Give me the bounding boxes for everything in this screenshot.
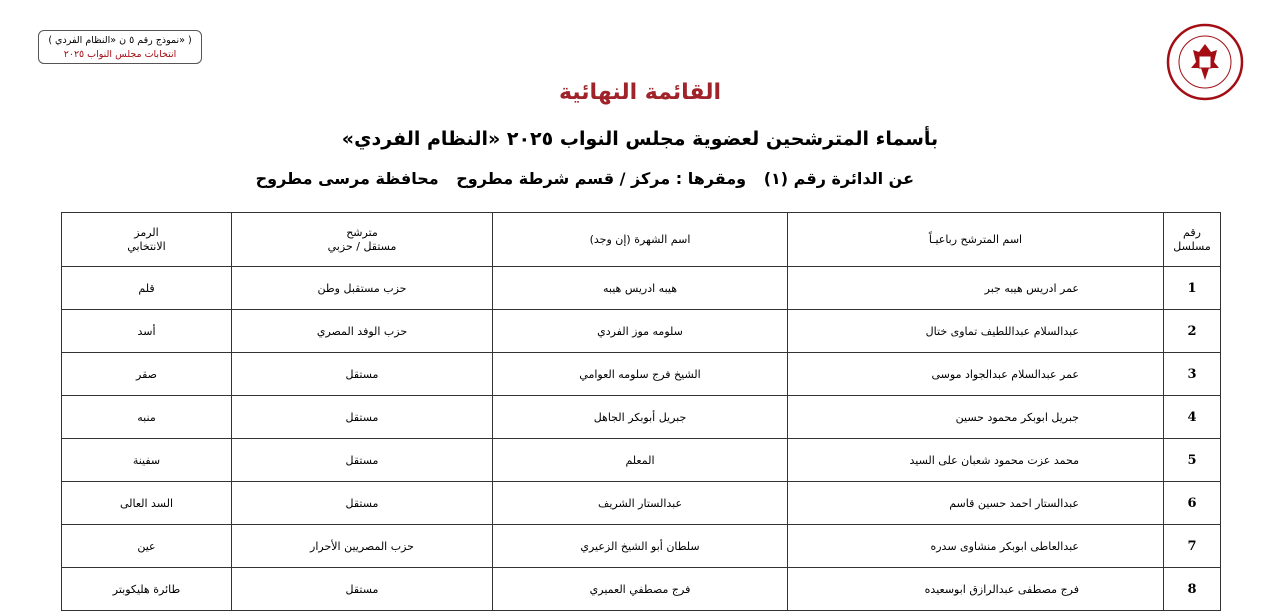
cell-affiliation: حزب الوفد المصري xyxy=(232,310,493,353)
cell-serial: 5 xyxy=(1164,439,1221,482)
cell-affiliation: حزب المصريين الأحرار xyxy=(232,525,493,568)
cell-name: عبدالعاطى ابوبكر منشاوى سدره xyxy=(788,525,1164,568)
cell-nickname: فرج مصطفي العميري xyxy=(493,568,788,611)
cell-symbol: سفينة xyxy=(62,439,232,482)
cell-affiliation: مستقل xyxy=(232,439,493,482)
cell-serial: 3 xyxy=(1164,353,1221,396)
cell-nickname: عبدالستار الشريف xyxy=(493,482,788,525)
form-stamp xyxy=(38,30,202,64)
district-info xyxy=(244,169,914,188)
cell-name: محمد عزت محمود شعبان على السيد xyxy=(788,439,1164,482)
header-serial: رقم مسلسل xyxy=(1164,213,1221,267)
table-row xyxy=(62,396,1221,439)
district-seat: ومقرها : مركز / قسم شرطة مطروح xyxy=(456,169,747,188)
cell-affiliation: مستقل xyxy=(232,568,493,611)
cell-nickname: هيبه ادريس هيبه xyxy=(493,267,788,310)
district-number: عن الدائرة رقم (١) xyxy=(763,169,914,188)
table-row xyxy=(62,568,1221,611)
cell-serial: 8 xyxy=(1164,568,1221,611)
header-symbol: الرمز الانتخابي xyxy=(62,213,232,267)
table-row xyxy=(62,310,1221,353)
cell-serial: 7 xyxy=(1164,525,1221,568)
cell-symbol: السد العالى xyxy=(62,482,232,525)
cell-symbol: منبه xyxy=(62,396,232,439)
cell-symbol: صقر xyxy=(62,353,232,396)
table-row xyxy=(62,525,1221,568)
cell-name: جبريل ابوبكر محمود حسين xyxy=(788,396,1164,439)
page-title: القائمة النهائية xyxy=(558,80,722,105)
cell-affiliation: حزب مستقبل وطن xyxy=(232,267,493,310)
candidates-table xyxy=(61,212,1221,611)
header-name: اسم المترشح رباعيـاً xyxy=(788,213,1164,267)
cell-nickname: الشيخ فرج سلومه العوامي xyxy=(493,353,788,396)
cell-name: عمر ادريس هيبه جبر xyxy=(788,267,1164,310)
table-row xyxy=(62,267,1221,310)
stamp-line-1: ( نموذج رقم ٥ ن «النظام الفردي» ) xyxy=(48,35,192,46)
cell-affiliation: مستقل xyxy=(232,396,493,439)
page-subtitle: بأسماء المترشحين لعضوية مجلس النواب ٢٠٢٥ «النظام الفردي» xyxy=(341,128,939,150)
cell-name: عمر عبدالسلام عبدالجواد موسى xyxy=(788,353,1164,396)
cell-nickname: جبريل أبوبكر الجاهل xyxy=(493,396,788,439)
table-row xyxy=(62,353,1221,396)
table-row xyxy=(62,439,1221,482)
header-nickname: اسم الشهرة (إن وجد) xyxy=(493,213,788,267)
cell-name: عبدالسلام عبداللطيف تماوى ختال xyxy=(788,310,1164,353)
stamp-line-2: انتخابات مجلس النواب ٢٠٢٥ xyxy=(63,49,177,60)
cell-serial: 4 xyxy=(1164,396,1221,439)
cell-serial: 1 xyxy=(1164,267,1221,310)
cell-serial: 2 xyxy=(1164,310,1221,353)
cell-symbol: طائرة هليكوبتر xyxy=(62,568,232,611)
cell-symbol: أسد xyxy=(62,310,232,353)
district-governorate: محافظة مرسى مطروح xyxy=(255,169,439,188)
cell-affiliation: مستقل xyxy=(232,353,493,396)
cell-name: عبدالستار احمد حسين قاسم xyxy=(788,482,1164,525)
cell-symbol: قلم xyxy=(62,267,232,310)
cell-serial: 6 xyxy=(1164,482,1221,525)
table-header-row xyxy=(62,213,1221,267)
header-affiliation: مترشح مستقل / حزبي xyxy=(232,213,493,267)
cell-name: فرج مصطفى عبدالرازق ابوسعيده xyxy=(788,568,1164,611)
cell-symbol: عين xyxy=(62,525,232,568)
cell-nickname: سلطان أبو الشيخ الزعيري xyxy=(493,525,788,568)
cell-affiliation: مستقل xyxy=(232,482,493,525)
table-row xyxy=(62,482,1221,525)
cell-nickname: سلومه موز الفردي xyxy=(493,310,788,353)
cell-nickname: المعلم xyxy=(493,439,788,482)
